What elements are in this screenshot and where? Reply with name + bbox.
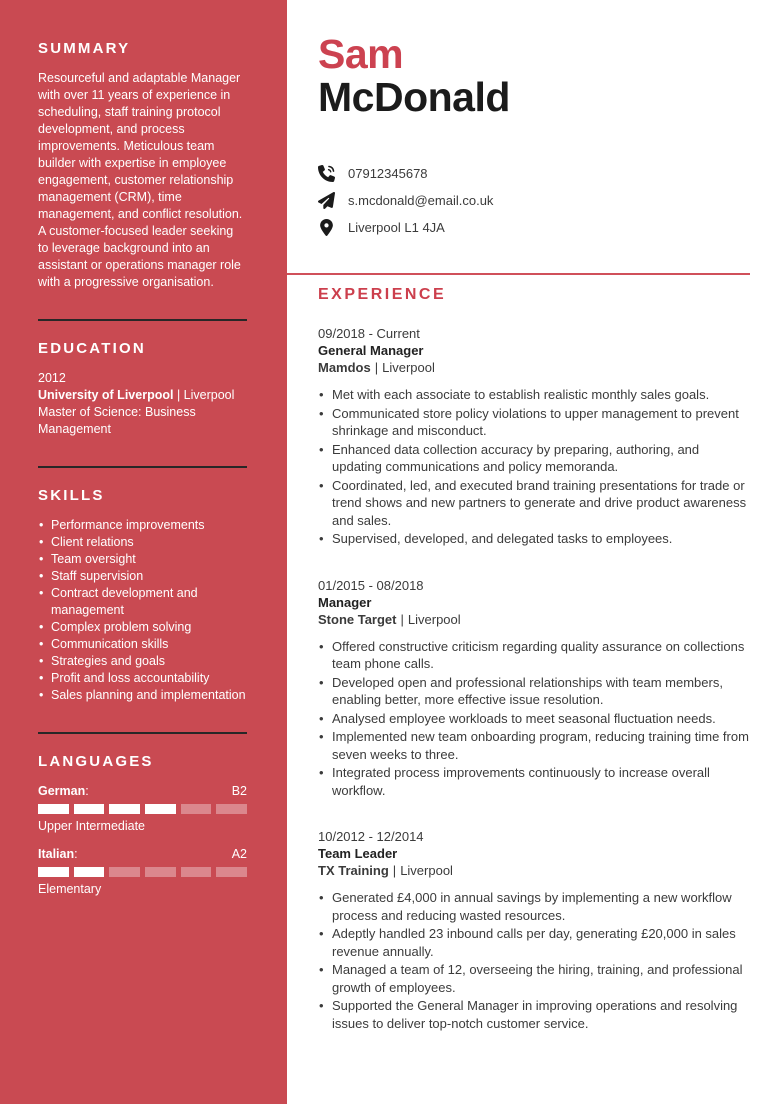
language-header [38, 846, 247, 862]
job-title: Manager [318, 594, 372, 610]
bar-segment [38, 867, 69, 877]
bar-segment [216, 867, 247, 877]
summary-section [38, 40, 247, 291]
bar-segment [216, 804, 247, 814]
bar-segment [109, 867, 140, 877]
job-bullet: • Implemented new team onboarding program, reducing training time from seven weeks to three. [318, 728, 750, 763]
job-bullet: • Integrated process improvements continuously to increase overall workflow. [318, 764, 750, 799]
education-school-line [38, 387, 247, 404]
last-name: McDonald [318, 74, 510, 120]
education-section [38, 340, 247, 438]
languages-section [38, 753, 247, 897]
experience-title: EXPERIENCE [318, 286, 447, 303]
language-item-german [38, 783, 247, 834]
main-content [287, 0, 780, 1104]
skills-section [38, 487, 247, 704]
job-dates: 10/2012 - 12/2014 [318, 829, 424, 844]
first-name: Sam [318, 31, 404, 77]
skill-item: • Sales planning and implementation [38, 687, 247, 704]
job-bullet: • Coordinated, led, and executed brand training presentations for trade or trend shows and new partners to generate and drive product awareness and sales. [318, 477, 750, 530]
job-company: TX Training [318, 863, 389, 878]
language-name: German: [38, 784, 89, 798]
job-bullet: • Developed open and professional relationships with team members, enabling better, more effective issue resolution. [318, 674, 750, 709]
skill-item: • Communication skills [38, 636, 247, 653]
language-item-italian [38, 846, 247, 897]
bar-segment [109, 804, 140, 814]
job-company: Mamdos [318, 360, 371, 375]
job-company-line: Stone Target | Liverpool [318, 611, 461, 627]
job-bullet: • Enhanced data collection accuracy by preparing, authoring, and updating communications and policy memoranda. [318, 441, 750, 476]
language-level-code: B2 [231, 784, 247, 798]
job-bullet: • Managed a team of 12, overseeing the hiring, training, and professional growth of employees. [318, 961, 750, 996]
job-bullet: • Analysed employee workloads to meet seasonal fluctuation needs. [318, 710, 750, 728]
job-entry [318, 577, 750, 800]
skill-item: • Complex problem solving [38, 619, 247, 636]
section-divider [38, 319, 247, 321]
education-year: 2012 [38, 371, 66, 385]
contact-list [318, 165, 750, 236]
education-separator: | [176, 388, 181, 402]
language-name: Italian: [38, 847, 78, 861]
section-divider [38, 732, 247, 734]
job-company: Stone Target [318, 611, 397, 627]
section-divider [38, 466, 247, 468]
summary-title: SUMMARY [38, 40, 131, 57]
skill-item: • Strategies and goals [38, 653, 247, 670]
job-bullet: • Supervised, developed, and delegated tasks to employees. [318, 530, 750, 548]
bar-segment [74, 867, 105, 877]
contact-email-row [318, 192, 750, 209]
languages-title: LANGUAGES [38, 753, 154, 770]
job-bullet: • Offered constructive criticism regarding quality assurance on collections team phone calls. [318, 638, 750, 673]
contact-phone-row [318, 165, 750, 182]
language-level-bar [38, 804, 247, 814]
job-company-line: TX Training | Liverpool [318, 863, 453, 878]
location-pin-icon [318, 219, 335, 236]
job-bullet-list [318, 386, 750, 548]
education-title: EDUCATION [38, 340, 146, 357]
skill-item: • Contract development and management [38, 585, 247, 619]
job-location: Liverpool [382, 360, 435, 375]
job-bullet: • Communicated store policy violations to upper management to prevent shrinkage and misconduct. [318, 405, 750, 440]
contact-location-row [318, 219, 750, 236]
bar-segment [74, 804, 105, 814]
job-dates: 01/2015 - 08/2018 [318, 577, 424, 593]
job-bullet-list [318, 638, 750, 800]
job-bullet-list [318, 889, 750, 1032]
bar-segment [38, 804, 69, 814]
skills-title: SKILLS [38, 487, 105, 504]
bar-segment [145, 804, 176, 814]
paper-plane-icon [318, 192, 335, 209]
experience-divider [287, 273, 750, 275]
job-location: Liverpool [407, 611, 461, 627]
job-entry [318, 325, 750, 548]
language-level-bar [38, 867, 247, 877]
email-address: s.mcdonald@email.co.uk [348, 193, 494, 208]
bar-segment [181, 867, 212, 877]
language-header [38, 783, 247, 799]
skill-item: • Profit and loss accountability [38, 670, 247, 687]
job-dates: 09/2018 - Current [318, 326, 420, 341]
skill-item: • Staff supervision [38, 568, 247, 585]
education-degree: Master of Science: Business Management [38, 405, 196, 436]
skill-item: • Performance improvements [38, 517, 247, 534]
experience-section [318, 286, 750, 1032]
sidebar [0, 0, 287, 1104]
location-text: Liverpool L1 4JA [348, 220, 445, 235]
language-level-code: A2 [231, 847, 247, 861]
job-bullet: • Supported the General Manager in improving operations and resolving issues to deliver top-notch customer service. [318, 997, 750, 1032]
skills-list [38, 517, 247, 704]
job-title: Team Leader [318, 846, 398, 861]
education-school: University of Liverpool [38, 388, 174, 402]
job-location: Liverpool [400, 863, 453, 878]
candidate-name [318, 33, 750, 119]
job-bullet: • Adeptly handled 23 inbound calls per day, generating £20,000 in sales revenue annually. [318, 925, 750, 960]
job-entry [318, 828, 750, 1032]
language-level-label: Elementary [38, 882, 102, 896]
bar-segment [145, 867, 176, 877]
education-location: Liverpool [183, 388, 235, 402]
summary-text: Resourceful and adaptable Manager with over 11 years of experience in scheduling, staff training protocol development, and process improvements. Meticulous team builder with expertise in employee engagement, customer relationship management (CRM), time management, and conflict resolution. A customer-focused leader seeking to leverage background into an assistant or operations manager role with a progressive organisation. [38, 71, 243, 289]
bar-segment [181, 804, 212, 814]
skill-item: • Client relations [38, 534, 247, 551]
phone-volume-icon [318, 165, 335, 182]
phone-number: 07912345678 [348, 166, 428, 181]
skill-item: • Team oversight [38, 551, 247, 568]
job-bullet: • Met with each associate to establish realistic monthly sales goals. [318, 386, 750, 404]
job-title: General Manager [318, 343, 424, 358]
job-bullet: • Generated £4,000 in annual savings by implementing a new workflow process and reducing wasted resources. [318, 889, 750, 924]
job-company-line: Mamdos | Liverpool [318, 360, 435, 375]
language-level-label: Upper Intermediate [38, 819, 146, 833]
